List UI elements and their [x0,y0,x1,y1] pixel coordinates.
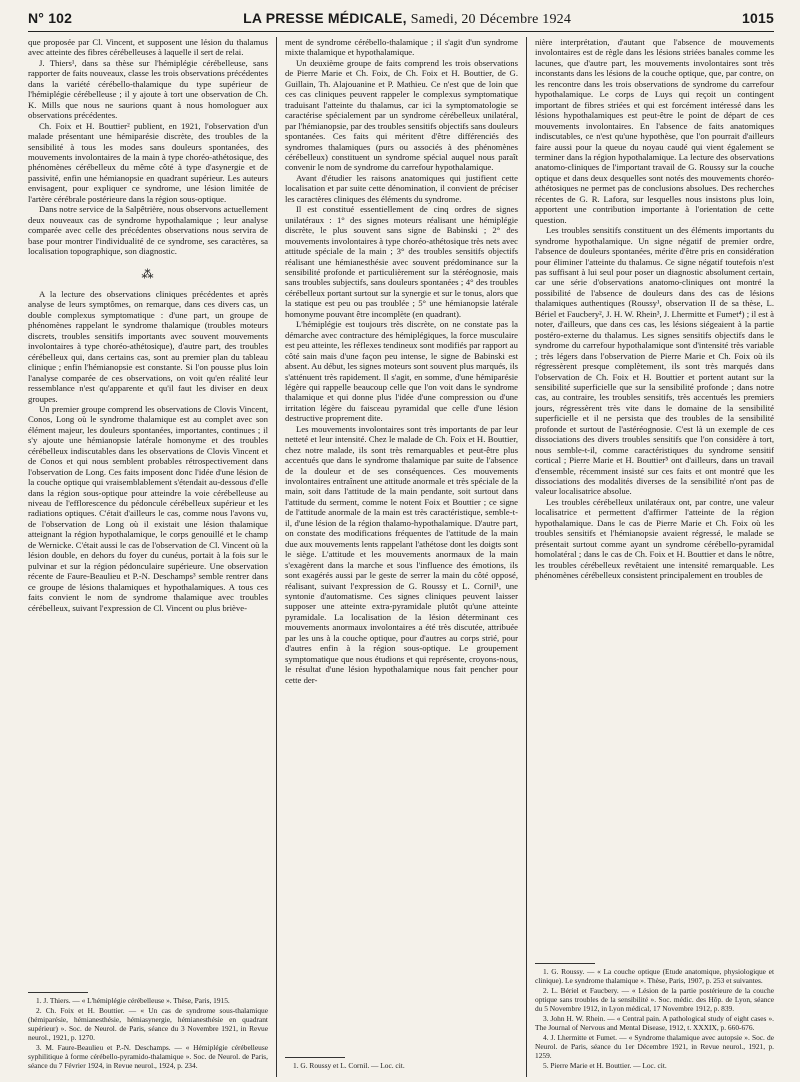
footnotes [535,963,774,1071]
journal-name: LA PRESSE MÉDICALE, [243,10,407,26]
paragraph: Les troubles cérébelleux unilatéraux ont, par contre, une valeur localisatrice et permettent d'affirmer l'atteinte de la région hypothalamique. Dans le cas de Pierre Marie et Ch. Foix où les troubles sensitifs et l'hémianopsie avaient régressé, le malade se présentait surtout comme ayant un syndrome cérébello-pyramidal homolatéral ; dans le cas de Ch. Foix et H. Bouttier et dans le nôtre, les troubles cérébelleux revêtaient une intensité remarquable. Les phénomènes cérébelleux consistent principalement en troubles de [535,496,774,581]
paragraph: L'hémiplégie est toujours très discrète, on ne constate pas la démarche avec contracture des hémiplégiques, la force musculaire est peu atteinte, les réflexes tendineux sont modifiés par rapport au côté sain mais d'une façon peu intense, le signe de Babinski est absent. Au début, les signes moteurs sont souvent plus marqués, ils s'atténuent très rapidement. Il s'agit, en somme, d'une hémiparésie légère qui rappelle beaucoup celle que l'on voit dans le syndrome thalamique et qui donne plus l'idée d'une compression ou d'une irritation légère du faisceau pyramidal que celle d'une lésion destructive proprement dite. [285,319,518,424]
footnotes [28,992,268,1071]
article-columns [28,37,774,1077]
paragraph: Les troubles sensitifs constituent un des éléments importants du syndrome hypothalamique. Un signe négatif de premier ordre, l'absence de douleurs spontanées, mérite d'être pris en considération pour éliminer l'atteinte du thalamus. Ce signe négatif toutefois n'est pas suffisant à lui seul pour poser un diagnostic absolument certain, car une série d'observations anatomo-cliniques ont montré la possibilité de l'absence de douleurs dans des cas de lésions thalamiques authentiques (Roussy¹, observation II de sa thèse, L. Bériel et Faucbery², J. H. W. Rhein³, J. Lhermitte et Fumet⁴) ; il est à noter, d'ailleurs, que dans ces cas, les lésions siégeaient à la partie postéro-externe du thalamus. Les signes sensitifs objectifs dans le syndrome du carrefour hypothalamique sont d'intensité très variable ; très légers dans l'observation de Pierre Marie et Ch. Foix où ils régressèrent presque complètement, ils sont très marqués dans l'observation de Ch. Foix et H. Bouttier et portent autant sur la sensibilité superficielle que sur la sensibilité profonde ; dans notre cas, au contraire, les troubles sensitifs, très accentués les premiers jours, régressèrent très vite dans le domaine de la sensibilité superficielle et il ne persista que des troubles de la sensibilité profonde et surtout de l'astéréognosie. C'est là un exemple de ces dissociations des divers troubles sensitifs que l'on considère à tort, nous semble-t-il, comme caractéristiques du syndrome sensitif cortical ; Pierre Marie et H. Bouttier⁵ ont d'ailleurs, dans un travail d'ensemble, récemment insisté sur ces faits et ont montré que les dissociations des modalités diverses de la sensibilité n'ont pas de valeur localisatrice absolue. [535,225,774,497]
paragraph: Ch. Foix et H. Bouttier² publient, en 1921, l'observation d'un malade présentant une hémiparésie discrète, des troubles de la sensibilité à tous les modes sans douleurs spontanées, des mouvements involontaires de la main à type choréo-athétosique, des phénomènes cérébelleux du même côté à type d'asynergie et de passivité, enfin une hémianopsie en quadrant supérieur. Les auteurs envisagent, pour expliquer ce syndrome, une lésion limitée de l'artère cérébrale postérieure dans la région sous-optique. [28,120,268,204]
footnote: 5. Pierre Marie et H. Bouttier. — Loc. cit. [543,1061,667,1070]
page-header [28,10,774,32]
footnote: 3. John H. W. Rhein. — « Central pain. A pathological study of eight cases ». The Journal of Nervous and Mental Disease, 1912, t. XXXIX, p. 660-676. [535,1014,774,1032]
footnote: 4. J. Lhermitte et Fumet. — « Syndrome thalamique avec autopsie ». Soc. de Neurol. de Paris, séance du 1er Décembre 1921, in Revue neurol., 1921, p. 1259. [535,1033,774,1060]
paragraph: Un premier groupe comprend les observations de Clovis Vincent, Conos, Long où le syndrome thalamique est au complet avec son élément majeur, les douleurs spontanées, importantes, continues ; il s'y ajoute une hémianopsie latérale homonyme et des troubles cérébelleux indiscutables dans les observations de Clovis Vincent et de Conos et qui nous semblent probables rétrospectivement dans l'observation de Long. Ces faits imposent donc l'idée d'une lésion de la couche optique qui vraisemblablement s'étendait au-dessous d'elle dans la région sous-optique pour atteindre la voie cérébelleuse au niveau de l'efflorescence du pédoncule cérébelleux supérieur et les radiations optiques. C'était d'ailleurs le cas, comme nous l'avons vu, de l'observation de Long où il existait une lésion thalamique atteignant la région hypothalamique, le corps genouillé et le champ de Wernicke. C'était aussi le cas de l'observation de Cl. Vincent où la lésion double, en dehors du foyer du cunéus, portait à la fois sur le pulvinar et sur la région pédonculaire supérieure. Une observation récente de Faure-Beaulieu et P.-N. Deschamps³ semble rentrer dans ce groupe de lésions thalamiques et hypothalamiques. A tous ces faits convient le nom de syndrome thalamique avec troubles cérébelleux, suivant l'expression de Cl. Vincent ou plus briève- [28,403,268,613]
issue-number: N° 102 [28,10,73,26]
journal-title [243,10,571,28]
footnote: 2. L. Bériel et Faucbery. — « Lésion de la partie postérieure de la couche optique sans troubles de la sensibilité ». Soc. médic. des Hôp. de Lyon, séance du 5 Novembre 1912, in Lyon médical, 17 Novembre 1912, p. 839. [535,986,774,1013]
footnotes [285,1057,518,1071]
footnote: 1. G. Roussy et L. Cornil. — Loc. cit. [293,1061,405,1070]
paragraph: Les mouvements involontaires sont très importants de par leur netteté et leur intensité. Chez le malade de Ch. Foix et H. Bouttier, chez notre malade, ils sont très remarquables et peut-être plus accentués que dans le syndrome thalamique par suite de l'absence de la douleur et de ses conséquences. Ces mouvements involontaires entraînent une attitude anormale et très spéciale de la main, soit dans l'attitude de la main pendante, soit surtout dans l'attitude du serment, comme le notent Foix et Bouttier ; ce signe de l'attitude anormale de la main est très caractéristique, semble-t-il, d'une lésion de la région thalamo-hypothalamique. D'autre part, on constate des modifications fréquentes de l'attitude de la main due aux mouvements lents rappelant l'athétose dont les doigts sont le siège. L'attitude et les mouvements anormaux de la main s'exagèrent dans la marche et sous l'influence des émotions, ils sont exagérés aussi par le geste de serrer la main du côté opposé, réalisant, suivant l'expression de G. Roussy et L. Cornil¹, une syntonie d'automatisme. Ces signes cliniques peuvent laisser supposer une atteinte extra-pyramidale plutôt qu'une atteinte pyramidale. La localisation de la lésion déterminant ces mouvements anormaux involontaires a été très discutée, attribuée par les uns à la couche optique, pour d'autres au corps strié, pour d'autres enfin à la région sous-optique. Le groupement symptomatique que nous étudions et qui représente, croyons-nous, le résultat d'une lésion hypothalamique nous fait pencher pour cette der- [285,423,518,685]
footnote: 1. G. Roussy. — « La couche optique (Etude anatomique, physiologique et clinique). Le syndrome thalamique ». Thèse, Paris, 1907, p. 253 et suivantes. [535,967,774,985]
column-2 [276,37,526,1077]
footnote-rule [28,992,88,993]
column-1 [28,37,276,1077]
paragraph: que proposée par Cl. Vincent, et supposent une lésion du thalamus avec atteinte des fibres cérébelleuses à laquelle il sert de relai. [28,37,268,58]
paragraph: A la lecture des observations cliniques précédentes et après analyse de leurs symptômes, on remarque, dans ces divers cas, un double complexus symptomatique : d'une part, un groupe de phénomènes rappelant le syndrome thalamique (troubles moteurs discrets, troubles sensitifs importants avec souvent mouvements involontaires à type choréo-athétosique), d'autre part, des troubles cérébelleux qui, dans certains cas, sont au premier plan du tableau clinique ; enfin l'hémianopsie est constante. Si l'on pousse plus loin l'analyse comparée de ces observations, on voit qu'en réalité leur ressemblance n'est qu'apparente et qu'il faut les diviser en deux groupes. [28,288,268,404]
footnote: 3. M. Faure-Beaulieu et P.-N. Deschamps. — « Hémiplégie cérébelleuse syphilitique à forme cérébello-pyramido-thalamique ». Soc. de Neurol. de Paris, séance du 7 Février 1924, in Revue neurol., 1924, p. 234. [28,1043,268,1070]
footnote: 1. J. Thiers. — « L'hémiplégie cérébelleuse ». Thèse, Paris, 1915. [36,996,230,1005]
footnote-rule [535,963,595,964]
section-separator: ⁂ [141,266,155,281]
paragraph: Un deuxième groupe de faits comprend les trois observations de Pierre Marie et Ch. Foix, de Ch. Foix et H. Bouttier, de G. Guillain, Th. Alajouanine et P. Mathieu. Ce n'est que de loin que ces cas cliniques peuvent rappeler le complexus symptomatique traduisant l'atteinte du thalamus, car ici la symptomatologie se caractérise spécialement par un syndrome cérébelleux unilatéral, par l'hémianopsie, par des troubles sensitifs objectifs sans douleurs spontanées. Ces faits qui méritent d'être différenciés des syndromes thalamiques (purs ou associés à des phénomènes cérébelleux) constituent un syndrome spécial auquel nous paraît convenir le nom de syndrome du carrefour hypothalamique. [285,57,518,173]
column-3 [526,37,774,1077]
paragraph: Avant d'étudier les raisons anatomiques qui justifient cette localisation et par suite cette dénomination, il convient de préciser les caractères cliniques des éléments du syndrome. [285,172,518,204]
paragraph: ment de syndrome cérébello-thalamique ; il s'agit d'un syndrome mixte thalamique et hypothalamique. [285,37,518,58]
page-number: 1015 [742,10,774,26]
paragraph: nière interprétation, d'autant que l'absence de mouvements involontaires est de règle dans les lésions striées banales comme les lacunes, que d'autre part, les mouvements involontaires sont très inconstants dans les lésions de la couche optique, que, par contre, on les rencontre dans les trois observations de syndrome du carrefour hypothalamique. Le corps de Luys qui reçoit un contingent important de fibres striées et qui est forcément intéressé dans les lésions hypothalamiques est peut-être le point de départ de ces mouvements involontaires. En l'absence de faits anatomiques indiscutables, ce n'est qu'une hypothèse, que l'on pourrait d'ailleurs faire aussi pour la queue du noyau caudé qui vient également se terminer dans la région hypothalamique. La lecture des observations anatomo-cliniques de l'important travail de G. Roussy sur la couche optique et dans deux desquelles sont notés des mouvements choréo-athétosiques ne permet pas de conclusions absolues. Des recherches récentes de G. R. Lafora, sur lesquelles nous insistons plus loin, apportent une contribution importante à l'orientation de cette question. [535,37,774,225]
footnote-rule [285,1057,345,1058]
footnote: 2. Ch. Foix et H. Bouttier. — « Un cas de syndrome sous-thalamique (hémiparésie, hémianesthésie, hémiasynergie, hémianesthésie en quadrant supérieur) ». Soc. de Neurol. de Paris, séance du 3 Novembre 1921, in Revue neurol., 1921, p. 1270. [28,1006,268,1042]
paragraph: J. Thiers¹, dans sa thèse sur l'hémiplégie cérébelleuse, sans rapporter de faits nouveaux, classe les trois observations précédentes dans la variété cérébello-thalamique du type supérieur de l'hémiplégie cérébelleuse ; il y ajoute à tort une observation de Ch. K. Mills que nous ne saurions quant à nous homologuer aux observations précédentes. [28,57,268,121]
paragraph: Il est constitué essentiellement de cinq ordres de signes unilatéraux : 1° des signes moteurs réalisant une hémiplégie discrète, le plus souvent sans signe de Babinski ; 2° des mouvements involontaires à type choréo-athétosique très nets avec attitude spéciale de la main ; 3° des troubles sensitifs objectifs réalisant une hémianesthésie avec souvent prédominance sur la sensibilité profonde et particulièrement sur la stéréognosie, mais sans troubles subjectifs, sans douleurs spontanées ; 4° des troubles cérébelleux portant surtout sur la synergie et sur le tonus, alors que la statique est peu ou pas troublée ; 5° une hémianopsie latérale homonyme pouvant être incomplète (en quadrant). [285,204,518,319]
paragraph: Dans notre service de la Salpêtrière, nous observons actuellement deux nouveaux cas de syndrome hypothalamique ; leur analyse comparée avec celle des précédentes observations nous servira de base pour montrer l'individualité de ce syndrome, ses caractères, sa localisation topographique, son diagnostic. [28,204,268,257]
issue-date: Samedi, 20 Décembre 1924 [410,12,572,27]
